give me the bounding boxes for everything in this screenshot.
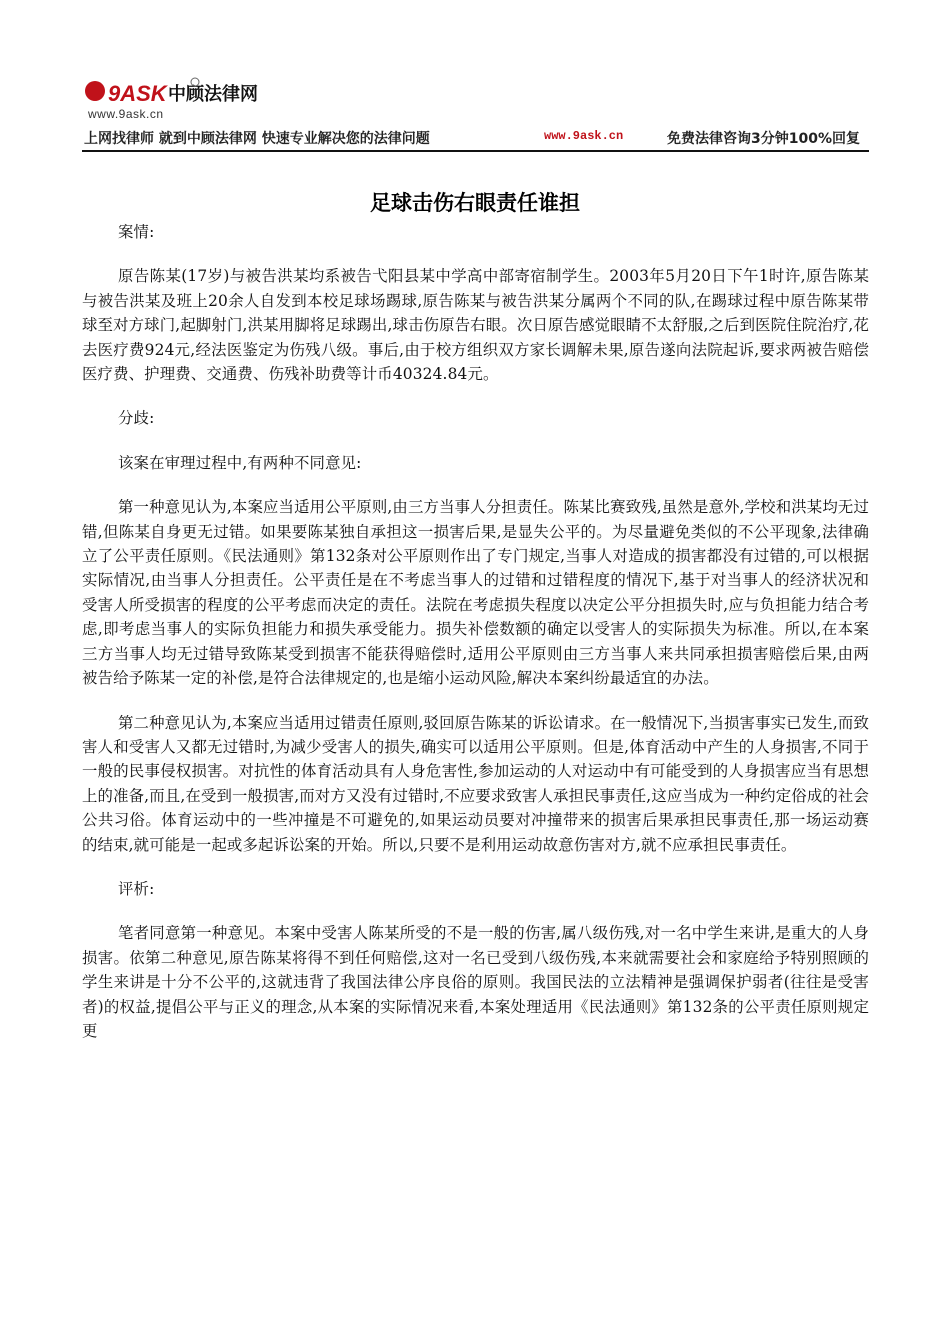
- section-label-analysis: 评析:: [118, 879, 155, 898]
- paragraph-opinion-one: 第一种意见认为,本案应当适用公平原则,由三方当事人分担责任。陈某比赛致残,虽然是意外,学校和洪某均无过错,但陈某自身更无过错。如果要陈某独自承担这一损害后果,是显失公平的。为尽量避免类似的不公平现象,法律确立了公平责任原则。《民法通则》第132条对公平原则作出了专门规定,当事人对造成的损害都没有过错的,可以根据实际情况,由当事人分担责任。公平责任是在不考虑当事人的过错和过错程度的情况下,基于对当事人的经济状况和受害人所受损害的程度的公平考虑而决定的责任。法院在考虑损失程度以决定公平分担损失时,应与负担能力结合考虑,即考虑当事人的实际负担能力和损失承受能力。损失补偿数额的确定以受害人的实际损失为标准。所以,在本案三方当事人均无过错导致陈某受到损害不能获得赔偿时,适用公平原则由三方当事人来共同承担损害赔偿后果,由两被告给予陈某一定的补偿,是符合法律规定的,也是缩小运动风险,解决本案纠纷最适宜的办法。: [82, 498, 869, 688]
- document-title: 足球击伤右眼责任谁担: [370, 191, 580, 215]
- slogan-left: 上网找律师 就到中顾法律网 快速专业解决您的法律问题: [84, 131, 430, 147]
- document-body: [82, 220, 869, 1063]
- slogan-right: 免费法律咨询3分钟100%回复: [667, 131, 860, 147]
- header-slogan-bar: [82, 124, 869, 150]
- site-logo[interactable]: [82, 70, 282, 124]
- slogan-url-link[interactable]: www.9ask.cn: [544, 129, 624, 143]
- paragraph-opinion-two: 第二种意见认为,本案应当适用过错责任原则,驳回原告陈某的诉讼请求。在一般情况下,当损害事实已发生,而致害人和受害人又都无过错时,为减少受害人的损失,确实可以适用公平原则。但是,体育活动中产生的人身损害,不同于一般的民事侵权损害。对抗性的体育活动具有人身危害性,参加运动的人对运动中有可能受到的人身损害应当有思想上的准备,而且,在受到一般损害,而对方又没有过错时,不应要求致害人承担民事责任,这应当成为一种约定俗成的社会公共习俗。体育运动中的一些冲撞是不可避免的,如果运动员要对冲撞带来的损害后果承担民事责任,那一场运动赛的结束,就可能是一起或多起诉讼案的开始。所以,只要不是利用运动故意伤害对方,就不应承担民事责任。: [82, 713, 869, 854]
- section-label-dispute: 分歧:: [118, 409, 155, 428]
- paragraph-dispute-intro: 该案在审理过程中,有两种不同意见:: [118, 453, 362, 472]
- site-header: [82, 70, 869, 154]
- paragraph-analysis: 笔者同意第一种意见。本案中受害人陈某所受的不是一般的伤害,属八级伤残,对一名中学生来讲,是重大的人身损害。依第二种意见,原告陈某将得不到任何赔偿,这对一名已受到八级伤残,本来就需要社会和家庭给予特别照顾的学生来讲是十分不公平的,这就违背了我国法律公序良俗的原则。我国民法的立法精神是强调保护弱者(往往是受害者)的权益,提倡公平与正义的理念,从本案的实际情况来看,本案处理适用《民法通则》第132条的公平责任原则规定更: [82, 924, 869, 1040]
- paragraph-case-facts: 原告陈某(17岁)与被告洪某均系被告弋阳县某中学高中部寄宿制学生。2003年5月20日下午1时许,原告陈某与被告洪某及班上20余人自发到本校足球场踢球,原告陈某与被告洪某分属两个不同的队,在踢球过程中原告陈某带球至对方球门,起脚射门,洪某用脚将足球踢出,球击伤原告右眼。次日原告感觉眼睛不太舒服,之后到医院住院治疗,花去医疗费924元,经法医鉴定为伤残八级。事后,由于校方组织双方家长调解未果,原告遂向法院起诉,要求两被告赔偿医疗费、护理费、交通费、伤残补助费等计币40324.84元。: [82, 267, 869, 384]
- section-label-case: 案情:: [118, 223, 155, 241]
- header-divider: [82, 150, 869, 152]
- logo-site-url: www.9ask.cn: [88, 107, 164, 121]
- logo-circle-icon: [85, 81, 105, 101]
- logo-name: 中顾法律网: [168, 84, 258, 105]
- logo-mark: [82, 76, 282, 110]
- logo-brand: 9ASK: [108, 81, 167, 106]
